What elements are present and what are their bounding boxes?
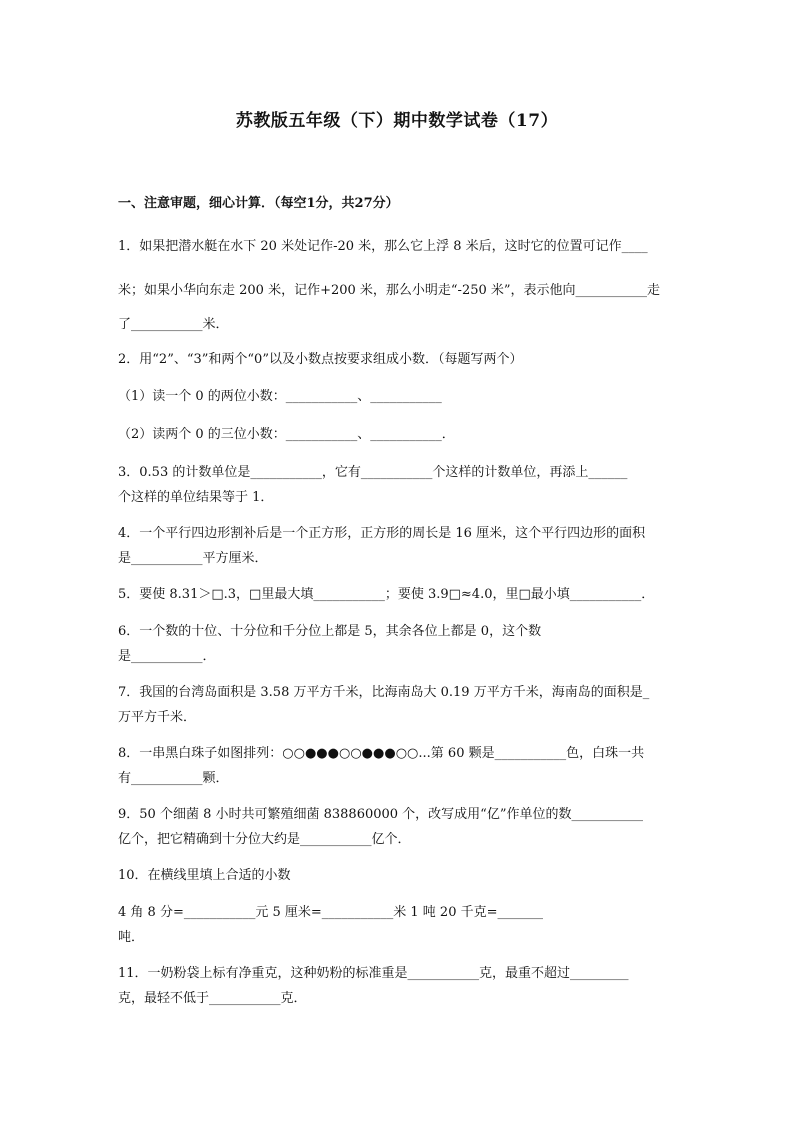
question-line: 3．0.53 的计数单位是___________，它有___________个这样的计数单位，再添上______ [118,465,628,480]
question-line: （1）读一个 0 的两位小数：___________、___________ [118,389,442,404]
question-line: 4．一个平行四边形割补后是一个正方形，正方形的周长是 16 厘米，这个平行四边形的面积 [118,526,646,541]
question-line: 2．用“2”、“3”和两个“0”以及小数点按要求组成小数．（每题写两个） [118,352,523,367]
question-line: 1．如果把潜水艇在水下 20 米处记作-20 米，那么它上浮 8 米后，这时它的位置可记作____ [118,239,648,254]
exam-title: 苏教版五年级（下）期中数学试卷（17） [235,111,559,131]
question-line: 是___________平方厘米． [118,551,268,566]
question-line: （2）读两个 0 的三位小数：___________、___________． [118,427,455,442]
question-line: 10．在横线里填上合适的小数 [118,868,291,883]
question-line: 4 角 8 分=___________元 5 厘米=___________米 1 吨 20 千克=_______ [118,905,543,920]
question-line: 有___________颗． [118,771,229,786]
question-line: 了___________米． [118,317,229,332]
question-line: 6．一个数的十位、十分位和千分位上都是 5，其余各位上都是 0，这个数 [118,624,542,639]
question-line: 5．要使 8.31＞□.3，□里最大填___________；要使 3.9□≈4.0，里□最小填___________． [118,587,655,602]
question-line: 米；如果小华向东走 200 米，记作+200 米，那么小明走“-250 米”，表示他向___________走 [118,283,661,298]
question-line: 克，最轻不低于___________克． [118,991,307,1006]
question-line: 9．50 个细菌 8 小时共可繁殖细菌 838860000 个，改写成用“亿”作单位的数___________ [118,807,643,822]
question-line: 是___________． [118,649,216,664]
question-line: 11．一奶粉袋上标有净重克，这种奶粉的标准重是___________克，最重不超过_________ [118,966,629,981]
question-line: 吨． [118,930,145,945]
question-line: 8．一串黑白珠子如图排列：○○●●●○○●●●○○...第 60 颗是___________色，白珠一共 [118,746,645,761]
question-line: 万平方千米． [118,710,197,725]
question-line: 亿个，把它精确到十分位大约是___________亿个． [118,832,411,847]
question-line: 个这样的单位结果等于 1． [118,490,274,505]
question-line: 7．我国的台湾岛面积是 3.58 万平方千米，比海南岛大 0.19 万平方千米，海南岛的面积是_ [118,685,650,700]
section-heading-1: 一、注意审题，细心计算．（每空1分，共27分） [118,196,399,211]
